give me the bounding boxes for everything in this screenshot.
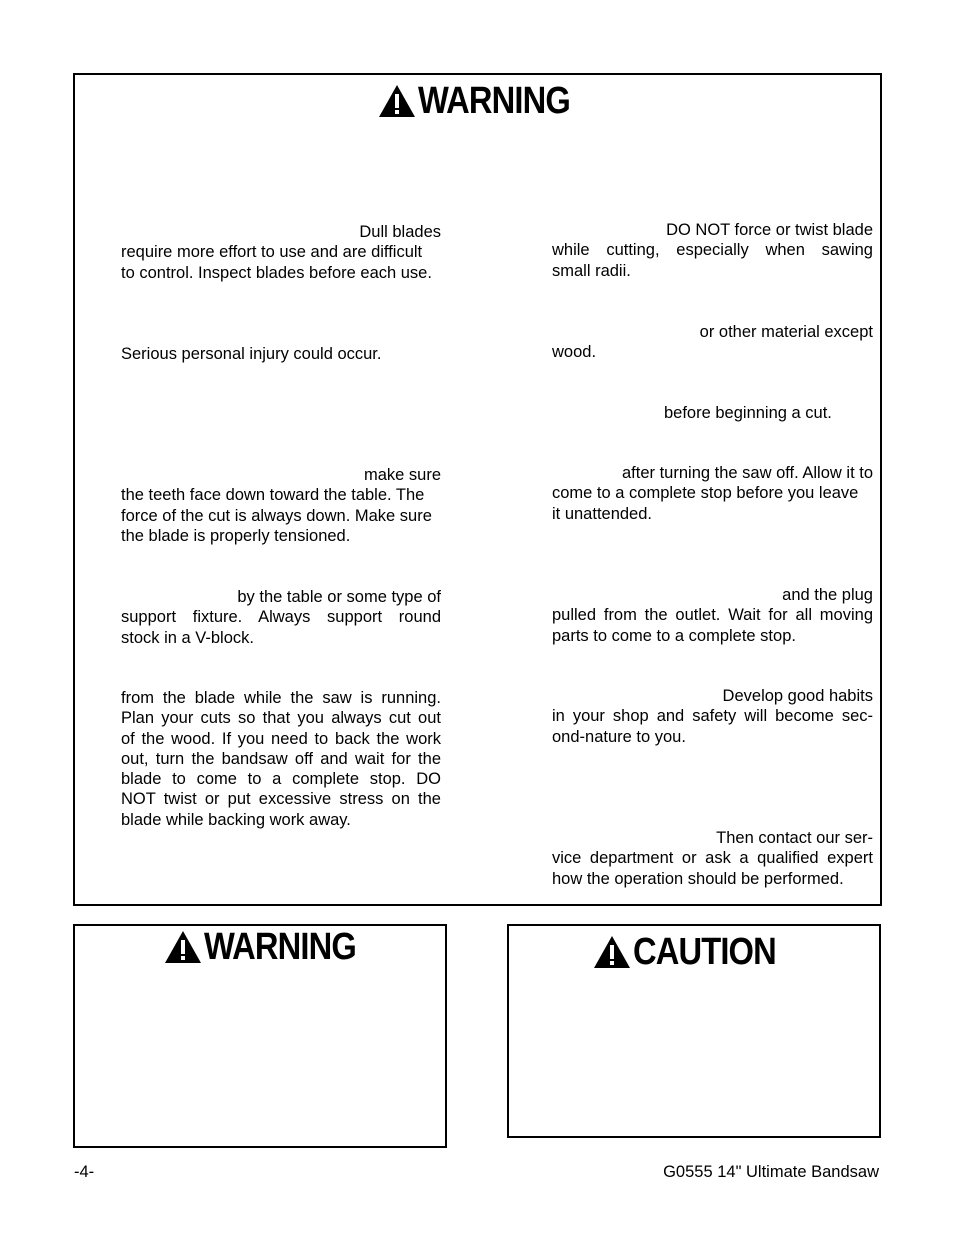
text-line: require more effort to use and are difficult (121, 243, 423, 262)
caution-label: CAUTION (633, 931, 776, 973)
warning-label: WARNING (418, 80, 570, 122)
text-line: Develop good habits (722, 687, 873, 705)
text-line: parts to come to a complete stop. (552, 626, 796, 645)
text-line: small radii. (552, 261, 631, 280)
bottom-caution-heading (593, 933, 799, 971)
right-paragraph-saw-off (552, 463, 873, 524)
text-line: vice department or ask a qualified expert (552, 849, 873, 868)
warning-label: WARNING (204, 926, 356, 968)
text-line: before beginning a cut. (664, 404, 832, 422)
right-paragraph-material (552, 322, 873, 363)
text-line: force of the cut is always down. Make sure (121, 506, 432, 525)
text-line: the blade is properly tensioned. (121, 526, 351, 545)
text-line: DO NOT force or twist blade (666, 221, 873, 239)
page-number: -4- (74, 1163, 95, 1181)
text-line: Dull blades (359, 223, 441, 241)
text-line: and the plug (782, 586, 873, 604)
text-line: of the wood. If you need to back the work (121, 729, 441, 748)
text-line: blade while backing work away. (121, 810, 351, 829)
text-line: the teeth face down toward the table. The (121, 486, 425, 505)
text-line: out, turn the bandsaw off and wait for the (121, 749, 441, 768)
text-line: it unattended. (552, 504, 652, 523)
text-line: blade to come to a complete stop. DO (121, 770, 441, 789)
text-line: how the operation should be performed. (552, 869, 844, 888)
text-line: in your shop and safety will become sec- (552, 707, 873, 726)
right-paragraph-habits (552, 686, 873, 747)
text-line: NOT twist or put excessive stress on the (121, 790, 441, 809)
text-line: make sure (363, 466, 441, 484)
text-line: while cutting, especially when sawing (552, 241, 873, 260)
right-paragraph-force-blade (552, 220, 873, 281)
text-line: to control. Inspect blades before each use. (121, 263, 432, 282)
text-line: or other material except (699, 323, 873, 341)
text-line: come to a complete stop before you leave (552, 484, 859, 503)
main-warning-heading (378, 82, 595, 120)
left-paragraph-injury (121, 344, 441, 364)
caution-triangle-icon (593, 935, 631, 969)
text-line: ond-nature to you. (552, 727, 686, 746)
left-paragraph-support (121, 587, 441, 648)
text-line: support fixture. Always support round (121, 608, 441, 627)
bottom-warning-heading (164, 928, 381, 966)
text-line: Plan your cuts so that you always cut out (121, 709, 441, 728)
warning-triangle-icon (164, 930, 202, 964)
left-paragraph-teeth (121, 465, 441, 546)
text-line: pulled from the outlet. Wait for all moving (552, 606, 873, 625)
right-paragraph-contact (552, 828, 873, 889)
warning-triangle-icon (378, 84, 416, 118)
left-paragraph-dull-blades (121, 222, 441, 283)
right-paragraph-unplug (552, 585, 873, 646)
text-line: Then contact our ser- (716, 829, 873, 847)
text-line: from the blade while the saw is running. (121, 689, 441, 707)
text-line: Serious personal injury could occur. (121, 345, 382, 363)
left-paragraph-back-work (121, 688, 441, 830)
right-paragraph-begin-cut (552, 403, 873, 423)
text-line: after turning the saw off. Allow it to (622, 464, 873, 482)
text-line: stock in a V-block. (121, 628, 254, 647)
text-line: by the table or some type of (237, 588, 441, 606)
text-line: wood. (552, 343, 597, 362)
manual-title: G0555 14" Ultimate Bandsaw (663, 1163, 879, 1181)
